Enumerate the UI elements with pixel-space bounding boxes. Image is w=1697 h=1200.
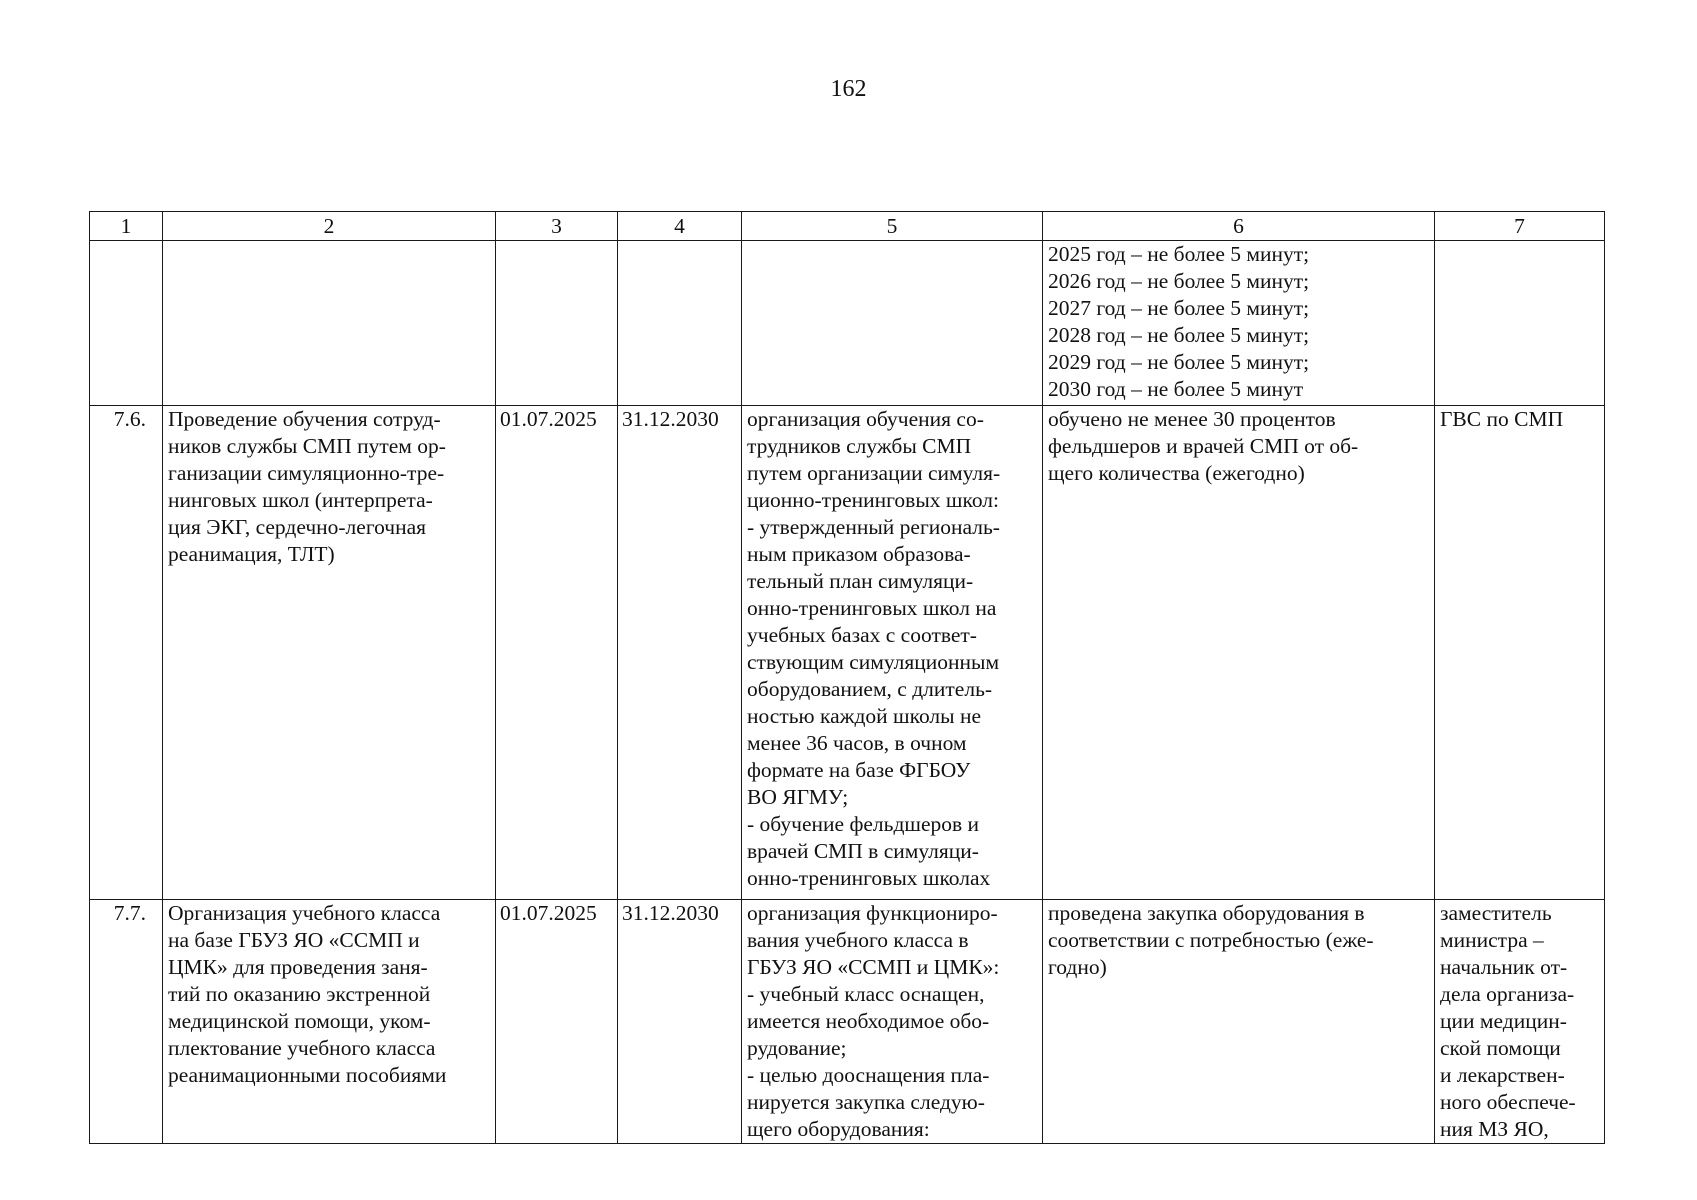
activity-description: организация обучения со- трудников службы СМП путем организации симуля- ционно-тренинговых школ: - утвержденный региональ- ным приказом образова- тельный план симуляци- онно-тренинговых школ на учебных базах с соответ- ствующим симуляционным оборудованием, с длитель- ностью каждой школы не менее 36 часов, в очном формате на базе ФГБОУ ВО ЯГМУ; - обучение фельдшеров и врачей СМП в симуляци- онно-тренинговых школах (742, 406, 1043, 900)
start-date: 01.07.2025 (496, 406, 618, 900)
column-header-5: 5 (742, 212, 1043, 241)
start-date (496, 241, 618, 406)
activity-name: Проведение обучения сотруд- ников службы СМП путем ор- ганизации симуляционно-тре- нинговых школ (интерпрета- ция ЭКГ, сердечно-легочная реанимация, ТЛТ) (163, 406, 496, 900)
target-indicator: обучено не менее 30 процентов фельдшеров и врачей СМП от об- щего количества (ежегодно) (1043, 406, 1435, 900)
column-number-row (90, 212, 1605, 241)
responsible-party (1435, 241, 1605, 406)
end-date (618, 241, 742, 406)
column-header-3: 3 (496, 212, 618, 241)
responsible-party: ГВС по СМП (1435, 406, 1605, 900)
column-header-6: 6 (1043, 212, 1435, 241)
row-number: 7.6. (90, 406, 163, 900)
table-row (90, 241, 1605, 406)
column-header-1: 1 (90, 212, 163, 241)
column-header-2: 2 (163, 212, 496, 241)
table-row (90, 900, 1605, 1144)
responsible-party: заместитель министра – начальник от- дела организа- ции медицин- ской помощи и лекарствен- ного обеспече- ния МЗ ЯО, (1435, 900, 1605, 1144)
row-number: 7.7. (90, 900, 163, 1144)
activity-description: организация функциониро- вания учебного класса в ГБУЗ ЯО «ССМП и ЦМК»: - учебный класс оснащен, имеется необходимое обо- рудование; - целью дооснащения пла- нируется закупка следую- щего оборудования: (742, 900, 1043, 1144)
column-header-7: 7 (1435, 212, 1605, 241)
row-number (90, 241, 163, 406)
target-indicator: 2025 год – не более 5 минут; 2026 год – не более 5 минут; 2027 год – не более 5 минут; 2028 год – не более 5 минут; 2029 год – не более 5 минут; 2030 год – не более 5 минут (1043, 241, 1435, 406)
end-date: 31.12.2030 (618, 900, 742, 1144)
plan-table (89, 211, 1605, 1144)
column-header-4: 4 (618, 212, 742, 241)
table-row (90, 406, 1605, 900)
activity-description (742, 241, 1043, 406)
activity-name: Организация учебного класса на базе ГБУЗ ЯО «ССМП и ЦМК» для проведения заня- тий по оказанию экстренной медицинской помощи, уком- плектование учебного класса реанимационными пособиями (163, 900, 496, 1144)
end-date: 31.12.2030 (618, 406, 742, 900)
activity-name (163, 241, 496, 406)
target-indicator: проведена закупка оборудования в соответствии с потребностью (еже- годно) (1043, 900, 1435, 1144)
start-date: 01.07.2025 (496, 900, 618, 1144)
page-number: 162 (830, 76, 867, 102)
